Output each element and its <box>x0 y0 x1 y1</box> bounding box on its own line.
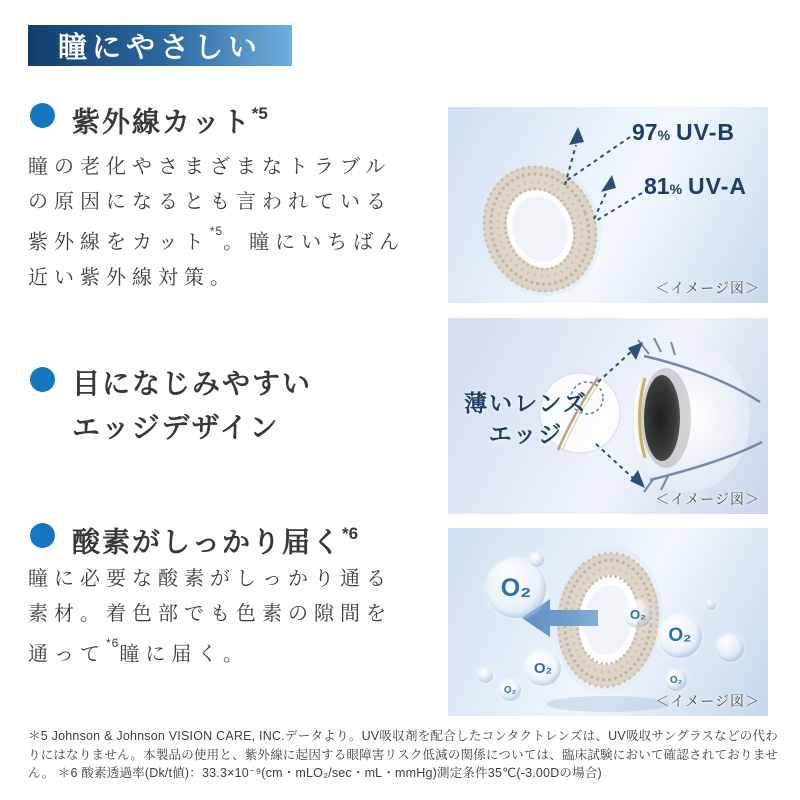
bubble-icon <box>478 668 493 683</box>
bullet-icon <box>30 523 55 548</box>
section-edge-heading <box>72 362 312 450</box>
figure-caption: ＜イメージ図＞ <box>655 693 760 709</box>
section-oxygen-heading-row <box>30 520 358 557</box>
bubble-icon <box>706 600 716 610</box>
o2-bubble: O₂ <box>665 669 687 691</box>
figure-caption: ＜イメージ図＞ <box>655 280 760 296</box>
footnote-ref-6: *6 <box>106 636 120 650</box>
footnote-ref-6: *6 <box>342 524 359 543</box>
eye-icon <box>626 338 762 492</box>
figure-caption: ＜イメージ図＞ <box>655 491 760 507</box>
body-line: 瞳に必要な酸素がしっかり通る <box>28 568 392 590</box>
figure-edge-panel <box>448 318 768 514</box>
figure-uv-panel <box>448 107 768 303</box>
footnote-ref-5: *5 <box>251 104 268 123</box>
body-line: 瞳の老化やさまざまなトラブル <box>28 156 392 178</box>
uva-label: 81% UV-A <box>644 173 747 199</box>
bullet-icon <box>30 103 55 128</box>
section-oxygen-heading <box>72 520 358 557</box>
body-line: 紫外線をカット$^{*5}$。瞳にいちばん <box>28 224 406 254</box>
section-oxygen-body <box>28 562 392 673</box>
bubble-icon <box>716 634 744 662</box>
o2-bubble: O₂ <box>486 558 546 618</box>
section-edge-heading-row <box>30 362 312 450</box>
figure-oxygen-panel <box>448 528 768 716</box>
o2-bubble: O₂ <box>525 650 561 686</box>
section-uv-heading-row <box>30 100 268 137</box>
body-line: 通って$^{*6}$瞳に届く。 <box>28 636 249 666</box>
bubble-icon <box>529 552 544 567</box>
section-edge-heading-line1: 目になじみやすい <box>72 368 313 399</box>
section-uv-heading <box>72 100 268 137</box>
bullet-icon <box>30 367 55 392</box>
body-line: 素材。着色部でも色素の隙間を <box>28 603 392 625</box>
section-uv-body <box>28 150 405 296</box>
oxygen-lens-illustration <box>448 528 768 716</box>
section-oxygen-heading-text: 酸素がしっかり届く <box>72 526 343 558</box>
thin-edge-label: 薄いレンズ エッジ <box>464 390 588 447</box>
o2-bubble: O₂ <box>624 600 652 628</box>
section-edge-heading-line2: エッジデザイン <box>72 412 280 443</box>
section-uv-heading-text: 紫外線カット <box>72 106 252 138</box>
uvb-label: 97% UV-B <box>632 119 735 145</box>
body-line: の原因になるとも言われている <box>28 191 392 213</box>
footnote: ＊5 Johnson & Johnson VISION CARE, INC.データより。UV吸収剤を配合したコンタクトレンズは、UV吸収サングラスなどの代わりにはなりません。本製品の使用と、紫外線に起因する眼障害リスク低減の関係については、臨床試験において確認されておりません。 ＊6 酸素透過率(Dk/t値)：33.3×10⁻⁹(cm・mLO₂/sec・mL・mmHg)測定条件35℃(-3.00Dの場合) <box>28 729 778 780</box>
o2-bubble: O₂ <box>499 679 521 701</box>
footnote-ref-5: *5 <box>209 224 224 238</box>
contact-lens-icon <box>460 145 619 303</box>
body-line: 近い紫外線対策。 <box>28 266 236 289</box>
page-title-badge: 瞳にやさしい <box>28 25 292 66</box>
o2-bubble: O₂ <box>658 614 702 658</box>
